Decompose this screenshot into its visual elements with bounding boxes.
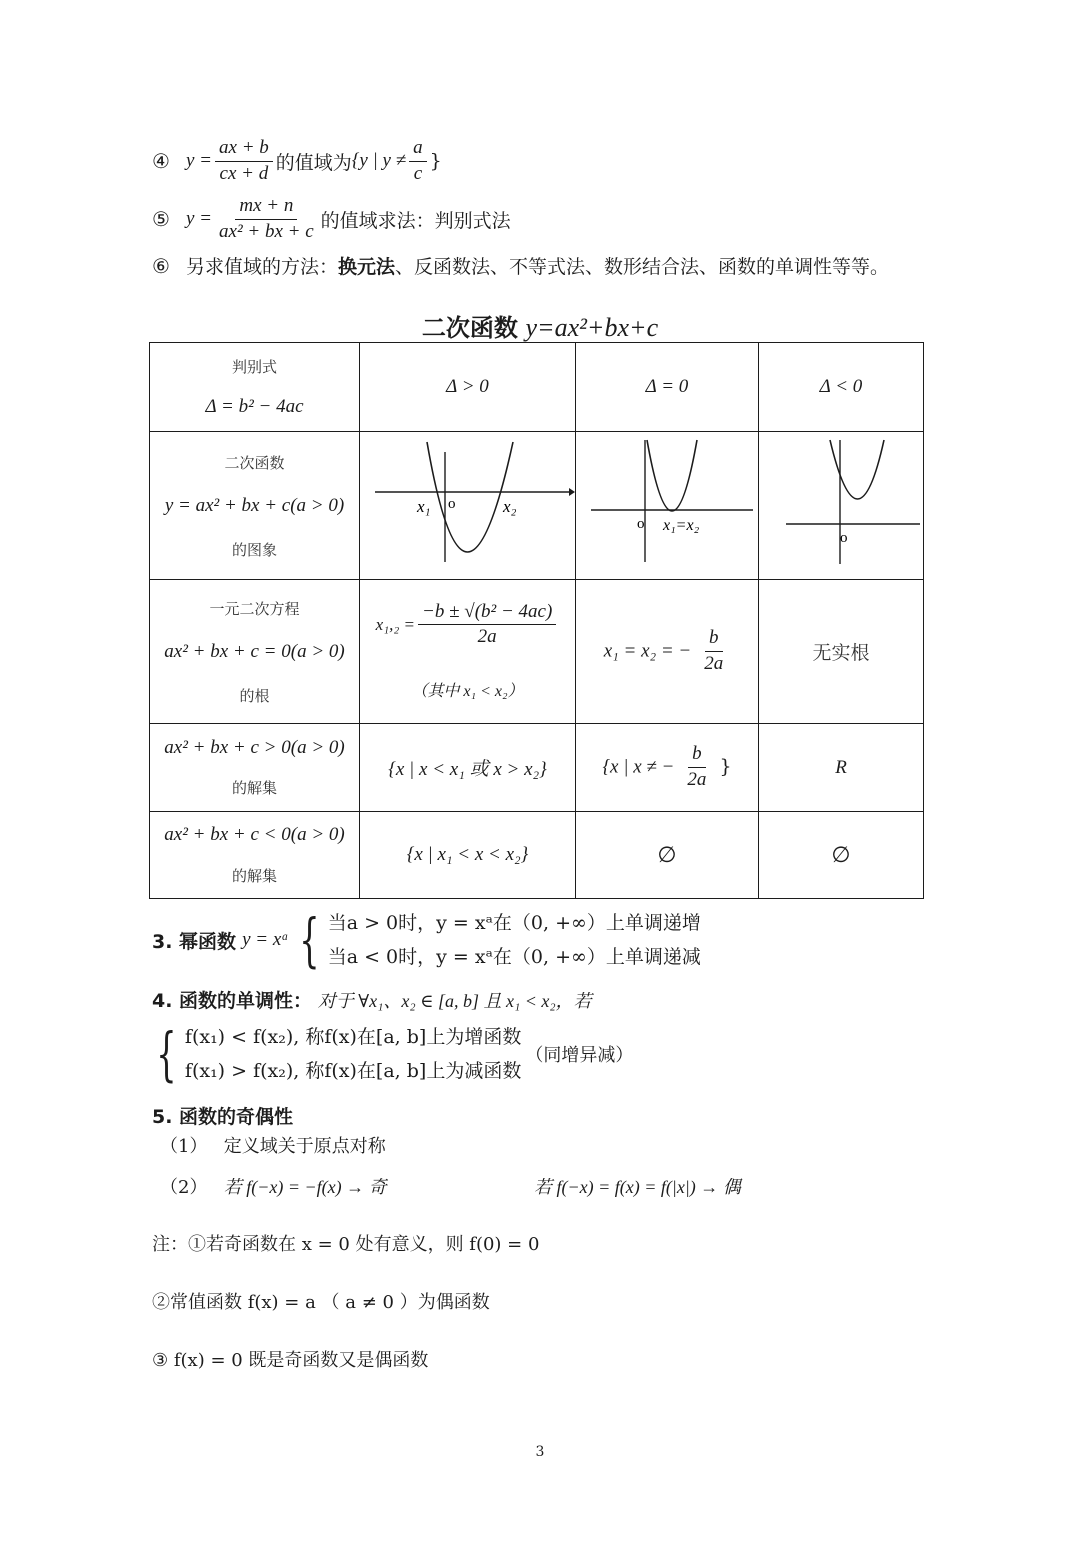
section-3-brace: { xyxy=(299,906,320,974)
greater-cell-2 xyxy=(576,724,759,812)
less-cell-2: ∅ xyxy=(576,812,759,899)
item-4-fraction xyxy=(215,138,273,185)
section-4-heading xyxy=(152,986,592,1013)
parabola-two-roots xyxy=(361,432,575,574)
item-4-number: ④ xyxy=(152,149,170,174)
item-4-denominator: cx + d xyxy=(219,162,269,184)
header-col1: Δ > 0 xyxy=(360,343,576,432)
origin-label: o xyxy=(636,516,644,532)
greater-cell-3: R xyxy=(759,724,924,812)
double-root-fraction xyxy=(700,628,727,675)
item-4-set-fraction xyxy=(409,138,427,185)
table-row-greater xyxy=(150,724,924,812)
greater-cell-1: {x | x < x₁ 或 x > x₂} xyxy=(360,724,576,812)
item-5-number: ⑤ xyxy=(152,207,170,232)
section-4-intro: 对于 ∀x₁、x₂ ∈ [a, b] 且 x₁ < x₂，若 xyxy=(317,991,592,1011)
origin-label: o xyxy=(447,496,455,512)
section-4-case-2: f(x₁) > f(x₂), 称f(x)在[a, b]上为减函数 xyxy=(184,1060,522,1082)
roots-cell-2 xyxy=(576,580,759,724)
page-number: 3 xyxy=(535,1444,545,1460)
section-5-note-1: 注：①若奇函数在 x = 0 处有意义，则 f(0) = 0 xyxy=(152,1234,540,1255)
quadratic-formula-lhs: x₁,₂ = xyxy=(375,614,416,634)
table-title-cn: 二次函数 xyxy=(421,314,518,342)
x-axis-arrow xyxy=(569,488,575,496)
table-row-header xyxy=(150,343,924,432)
less-label-cell xyxy=(150,812,360,899)
roots-cell-3: 无实根 xyxy=(759,580,924,724)
greater-cell-2-close: } xyxy=(719,755,732,778)
graph-label-bottom: 的图象 xyxy=(231,540,277,559)
item-6-text-after: 、反函数法、不等式法、数形结合法、函数的单调性等等。 xyxy=(395,256,890,278)
greater-cell-2-num: b xyxy=(688,744,706,768)
table-title xyxy=(0,308,1080,343)
item-5-numerator: mx + n xyxy=(235,196,297,220)
item-5-fraction xyxy=(215,196,318,243)
section-5-even-rule: 若 f(−x) = f(x) = f(|x|) → 偶 xyxy=(534,1177,741,1197)
table-row-graph xyxy=(150,432,924,580)
quadratic-formula-fraction xyxy=(418,602,556,649)
item-6-text-before: 另求值域的方法： xyxy=(186,256,339,278)
item-6-bold: 换元法 xyxy=(338,256,396,278)
section-3-formula: y = xᵃ xyxy=(242,929,289,950)
graph-cell-1 xyxy=(360,432,576,580)
parabola-double-root xyxy=(577,432,758,574)
header-col3: Δ < 0 xyxy=(759,343,924,432)
item-5-text: 的值域求法：判别式法 xyxy=(320,209,511,232)
roots-label-top: 一元二次方程 xyxy=(209,599,300,618)
parabola-curve xyxy=(647,440,697,511)
graph-label-mid: y = ax² + bx + c(a > 0) xyxy=(164,494,345,516)
header-label: 判别式 xyxy=(231,358,277,377)
section-4-cases-block xyxy=(148,1020,633,1088)
item-5-lhs: y = xyxy=(186,208,213,230)
greater-cell-2-open: {x | x ≠ − xyxy=(602,756,675,778)
root-x2-label: x₂ xyxy=(502,497,516,516)
less-label-mid: ax² + bx + c < 0(a > 0) xyxy=(164,824,345,846)
roots-label-cell xyxy=(150,580,360,724)
item-4-text: 的值域为 xyxy=(275,151,352,174)
quadratic-table xyxy=(149,342,924,899)
item-4-lhs: y = xyxy=(186,150,213,172)
section-5-point-1-text: 定义域关于原点对称 xyxy=(223,1136,386,1157)
parabola-curve xyxy=(427,442,513,552)
section-5-odd-rule: 若 f(−x) = −f(x) → 奇 xyxy=(223,1177,387,1197)
roots-note: （其中 x₁ < x₂） xyxy=(411,683,524,701)
table-title-math: y=ax²+bx+c xyxy=(525,313,659,342)
section-5-note-2: ②常值函数 f(x) = a （ a ≠ 0 ）为偶函数 xyxy=(152,1292,490,1313)
header-label-cell xyxy=(150,343,360,432)
section-5-point-2-num: （2） xyxy=(160,1177,208,1198)
table-row-roots xyxy=(150,580,924,724)
section-5-note-3: ③ f(x) = 0 既是奇函数又是偶函数 xyxy=(152,1350,429,1371)
greater-label-mid: ax² + bx + c > 0(a > 0) xyxy=(164,736,345,758)
item-4 xyxy=(152,138,442,185)
roots-label-mid: ax² + bx + c = 0(a > 0) xyxy=(164,640,345,662)
section-4-title: 4. 函数的单调性： xyxy=(152,990,313,1012)
table-row-less xyxy=(150,812,924,899)
greater-cell-2-den: 2a xyxy=(687,769,707,790)
section-4-note: （同增异减） xyxy=(525,1045,634,1066)
roots-label-bottom: 的根 xyxy=(239,686,270,705)
parabola-no-root xyxy=(760,432,923,574)
less-label-bottom: 的解集 xyxy=(231,866,277,885)
header-formula: Δ = b² − 4ac xyxy=(205,395,304,417)
item-6 xyxy=(152,252,889,279)
quadratic-formula-denominator: 2a xyxy=(477,626,497,648)
item-6-number: ⑥ xyxy=(152,253,170,278)
section-3-cases xyxy=(328,906,701,974)
quadratic-formula-numerator: −b ± √(b² − 4ac) xyxy=(418,602,556,626)
roots-cell-1 xyxy=(360,580,576,724)
less-cell-3: ∅ xyxy=(759,812,924,899)
section-5-point-2 xyxy=(160,1173,387,1199)
origin-label: o xyxy=(839,530,847,546)
greater-cell-2-fraction xyxy=(683,744,710,791)
double-root-denominator: 2a xyxy=(704,653,724,674)
section-5-point-1 xyxy=(160,1132,386,1158)
double-root-label: x₁=x₂ xyxy=(662,517,699,534)
parabola-curve xyxy=(830,440,884,499)
graph-cell-2 xyxy=(576,432,759,580)
section-4-brace: { xyxy=(156,1020,177,1088)
item-4-set-num: a xyxy=(409,138,427,162)
section-4-case-1: f(x₁) < f(x₂), 称f(x)在[a, b]上为增函数 xyxy=(184,1026,522,1048)
double-root-lhs: x₁ = x₂ = − xyxy=(603,640,692,662)
item-4-numerator: ax + b xyxy=(215,138,273,162)
header-col2: Δ = 0 xyxy=(576,343,759,432)
double-root-numerator: b xyxy=(705,628,723,652)
item-5-denominator: ax² + bx + c xyxy=(219,220,314,242)
item-5 xyxy=(152,196,511,243)
less-cell-1: {x | x₁ < x < x₂} xyxy=(360,812,576,899)
graph-cell-3 xyxy=(759,432,924,580)
section-3 xyxy=(152,906,701,974)
item-4-set-den: c xyxy=(413,162,423,184)
root-x1-label: x₁ xyxy=(416,497,430,516)
quadratic-formula xyxy=(376,602,560,649)
section-3-title: 3. 幂函数 xyxy=(152,930,237,953)
section-5-point-1-num: （1） xyxy=(160,1136,208,1157)
section-3-case-2: 当a < 0时，y = xᵃ在（0, +∞）上单调递减 xyxy=(327,946,701,968)
section-4-cases xyxy=(185,1020,521,1088)
section-3-case-1: 当a > 0时，y = xᵃ在（0, +∞）上单调递增 xyxy=(327,912,701,934)
graph-label-top: 二次函数 xyxy=(224,453,285,472)
item-4-set-open: {y | y ≠ xyxy=(351,150,407,172)
greater-label-cell xyxy=(150,724,360,812)
section-5-title: 5. 函数的奇偶性 xyxy=(152,1106,294,1128)
graph-label-cell xyxy=(150,432,360,580)
greater-label-bottom: 的解集 xyxy=(231,779,277,798)
item-4-set-close: } xyxy=(429,150,442,173)
